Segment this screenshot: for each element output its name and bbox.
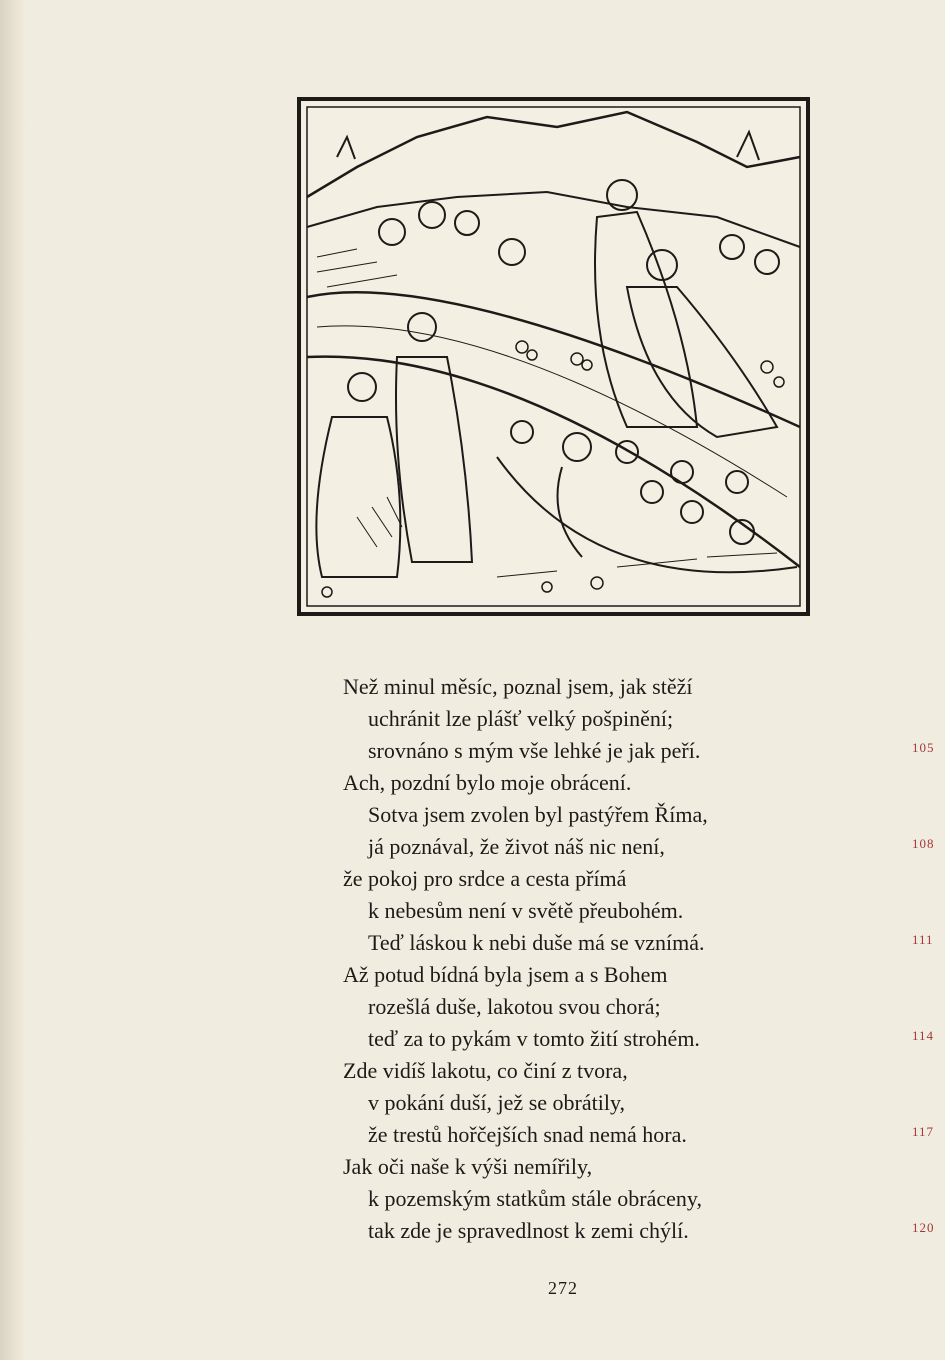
line-number: 117 xyxy=(912,1124,935,1139)
page-gutter-shadow xyxy=(0,0,26,1360)
verse-line: že pokoj pro srdce a cesta přímá xyxy=(343,866,627,891)
verse-line: k pozemským statkům stále obráceny, xyxy=(368,1186,702,1211)
verse-line: Až potud bídná byla jsem a s Bohem xyxy=(343,962,668,987)
verse-line: v pokání duší, jež se obrátily, xyxy=(368,1090,626,1115)
verse-line: srovnáno s mým vše lehké je jak peří. xyxy=(368,738,701,763)
woodcut-illustration xyxy=(297,97,810,616)
verse-line: k nebesům není v světě přeubohém. xyxy=(368,898,684,923)
verse-line: Sotva jsem zvolen byl pastýřem Říma, xyxy=(368,802,708,827)
verse-line: Teď láskou k nebi duše má se vznímá. xyxy=(368,930,705,955)
line-number: 114 xyxy=(912,1028,935,1043)
verse-line: Jak oči naše k výši nemířily, xyxy=(343,1154,593,1179)
verse-line: Zde vidíš lakotu, co činí z tvora, xyxy=(343,1058,628,1083)
page-number: 272 xyxy=(548,1278,578,1298)
line-number: 105 xyxy=(912,740,935,755)
line-number: 111 xyxy=(912,932,934,947)
verse-line: rozešlá duše, lakotou svou chorá; xyxy=(368,994,661,1019)
verse-line: teď za to pykám v tomto žití strohém. xyxy=(368,1026,700,1051)
line-number: 120 xyxy=(912,1220,935,1235)
verse-line: uchránit lze plášť velký pošpinění; xyxy=(368,706,674,731)
verse-line: tak zde je spravedlnost k zemi chýlí. xyxy=(368,1218,689,1243)
line-number: 108 xyxy=(912,836,935,851)
verse-line: že trestů hořčejších snad nemá hora. xyxy=(368,1122,687,1147)
verse-line: Než minul měsíc, poznal jsem, jak stěží xyxy=(343,674,693,699)
verse-line: Ach, pozdní bylo moje obrácení. xyxy=(343,770,632,795)
verse-line: já poznával, že život náš nic není, xyxy=(368,834,665,859)
